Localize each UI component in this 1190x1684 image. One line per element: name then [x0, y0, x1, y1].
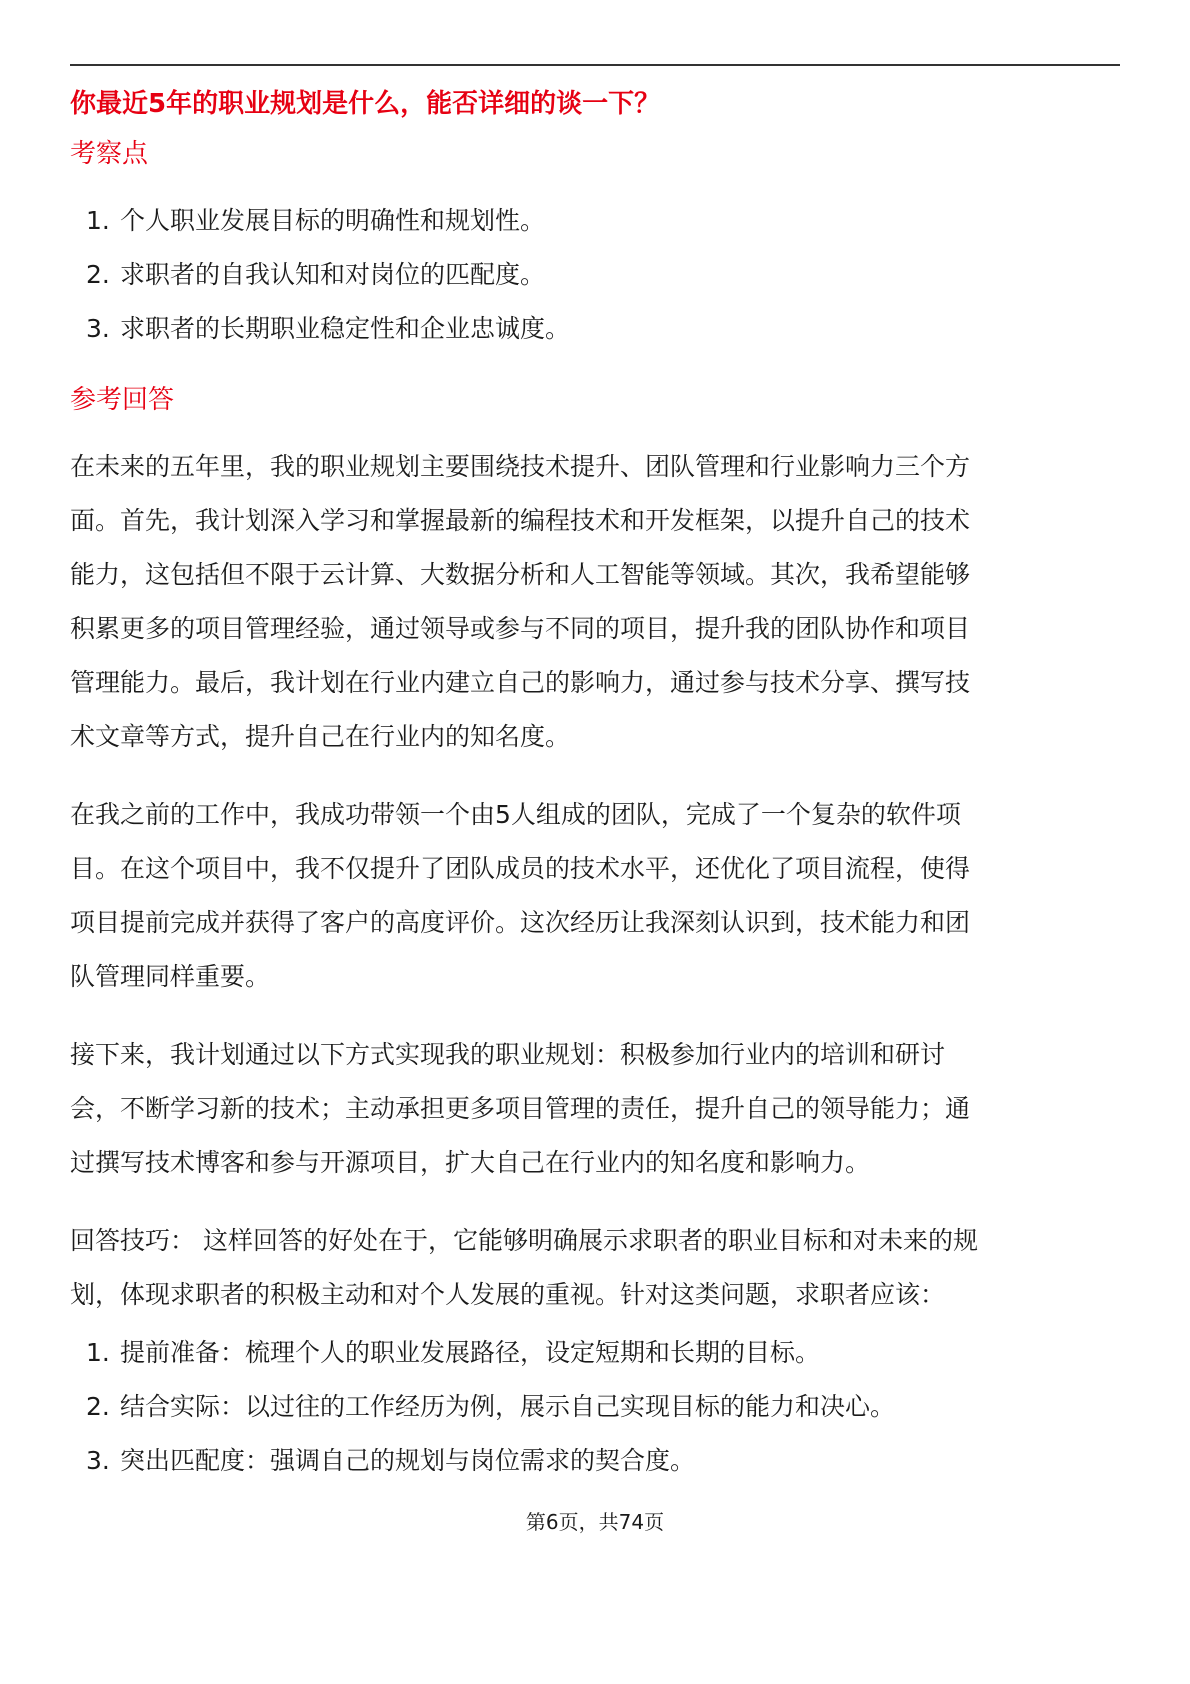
tips-list	[70, 1326, 1120, 1488]
page-number: 第6页，共74页	[525, 1510, 665, 1534]
answer-heading: 参考回答	[70, 385, 175, 415]
list-item: 2. 结合实际：以过往的工作经历为例，展示自己实现目标的能力和决心。	[86, 1392, 896, 1421]
answer-tips-intro: 回答技巧： 这样回答的好处在于，它能够明确展示求职者的职业目标和对未来的规 划，体现求职者的积极主动和对个人发展的重视。针对这类问题，求职者应该：	[70, 1226, 978, 1309]
list-item: 1. 个人职业发展目标的明确性和规划性。	[86, 206, 546, 235]
list-item: 2. 求职者的自我认知和对岗位的匹配度。	[86, 260, 546, 289]
answer-paragraph-1: 在未来的五年里，我的职业规划主要围绕技术提升、团队管理和行业影响力三个方 面。首先，我计划深入学习和掌握最新的编程技术和开发框架，以提升自己的技术 能力，这包括但不限于云计算、大数据分析和人工智能等领域。其次，我希望能够 积累更多的项目管理经验，通过领导或参与不同的项目，提升我的团队协作和项目 管理能力。最后，我计划在行业内建立自己的影响力，通过参与技术分享、撰写技 术文章等方式，提升自己在行业内的知名度。	[70, 452, 971, 751]
focus-heading: 考察点	[70, 139, 149, 169]
focus-list	[70, 194, 1120, 356]
answer-paragraph-3: 接下来，我计划通过以下方式实现我的职业规划：积极参加行业内的培训和研讨 会，不断学习新的技术；主动承担更多项目管理的责任，提升自己的领导能力；通 过撰写技术博客和参与开源项目，扩大自己在行业内的知名度和影响力。	[70, 1040, 971, 1177]
list-item: 3. 突出匹配度：强调自己的规划与岗位需求的契合度。	[86, 1446, 696, 1475]
question-title: 你最近5年的职业规划是什么，能否详细的谈一下？	[70, 89, 661, 119]
header-rule	[70, 64, 1120, 66]
answer-paragraph-2: 在我之前的工作中，我成功带领一个由5人组成的团队，完成了一个复杂的软件项 目。在这个项目中，我不仅提升了团队成员的技术水平，还优化了项目流程，使得 项目提前完成并获得了客户的高度评价。这次经历让我深刻认识到，技术能力和团 队管理同样重要。	[70, 800, 971, 991]
list-item: 3. 求职者的长期职业稳定性和企业忠诚度。	[86, 314, 571, 343]
list-item: 1. 提前准备：梳理个人的职业发展路径，设定短期和长期的目标。	[86, 1338, 821, 1367]
